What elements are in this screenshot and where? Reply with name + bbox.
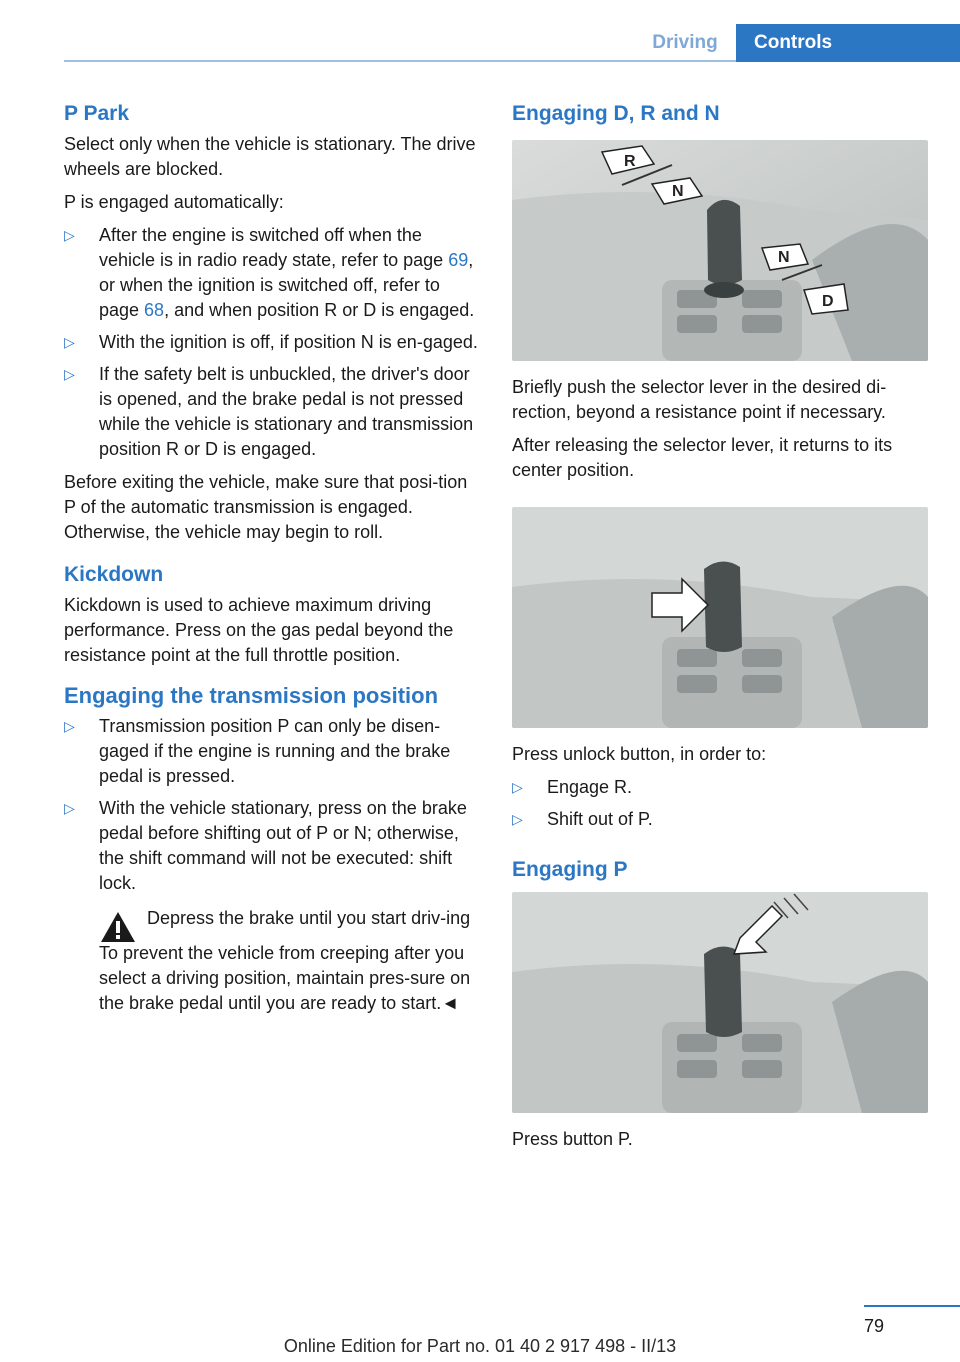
- label-r: R: [624, 153, 636, 170]
- warning-text: Depress the brake until you start driv-ing: [147, 908, 471, 928]
- bullet-triangle-icon: ▷: [64, 227, 75, 243]
- briefly-text: Briefly push the selector lever in the desired di-rection, beyond a resistance point if necessary.: [512, 377, 887, 422]
- label-n-upper: N: [672, 183, 684, 200]
- list-item: ▷ After the engine is switched off when the vehicle is in radio ready state, refer to page 69, or when the ignition is switched off, refer to page 68, and when position R or D is engaged.: [64, 225, 475, 320]
- shift-lever-directions-image: [512, 140, 928, 361]
- list-item: ▷ Transmission position P can only be disen-gaged if the engine is running and the brake pedal is pressed.: [64, 716, 451, 786]
- figure-press-p: [512, 892, 928, 1113]
- tab-driving[interactable]: Driving: [652, 32, 718, 53]
- unlock-button-image: [512, 507, 928, 728]
- dnr-heading: Engaging D, R and N: [512, 102, 720, 125]
- figure-shift-directions: [512, 140, 928, 361]
- page-link-69[interactable]: 69: [448, 250, 469, 270]
- engaging-p-heading: Engaging P: [512, 858, 628, 881]
- label-d: D: [822, 293, 834, 310]
- warning-note: [64, 906, 482, 931]
- engaging-heading: Engaging the transmission position: [64, 683, 439, 708]
- unlock-list: [512, 775, 928, 832]
- engaging-list: [64, 714, 482, 896]
- page-link-68[interactable]: 68: [144, 300, 165, 320]
- auto-list: [64, 223, 482, 462]
- label-n-lower: N: [778, 249, 790, 266]
- warning-icon: [99, 910, 137, 944]
- list-item: ▷ With the ignition is off, if position N is en-gaged.: [64, 330, 482, 355]
- figure-unlock-button: [512, 507, 928, 728]
- bullet-triangle-icon: ▷: [64, 718, 75, 734]
- bullet-triangle-icon: ▷: [64, 334, 75, 350]
- tab-controls[interactable]: Controls: [736, 24, 960, 62]
- p-park-heading: P Park: [64, 102, 129, 125]
- before-exit-text: Before exiting the vehicle, make sure that posi-tion P of the automatic transmission is engaged. Otherwise, the vehicle may begin to roll.: [64, 472, 468, 542]
- bullet-triangle-icon: ▷: [512, 779, 523, 795]
- footer-edition: Online Edition for Part no. 01 40 2 917 498 - II/13: [283, 1336, 677, 1356]
- press-p-button-image: [512, 892, 928, 1113]
- right-column: [512, 100, 928, 1160]
- list-item: ▷ Shift out of P.: [512, 807, 928, 832]
- bullet-triangle-icon: ▷: [64, 800, 75, 816]
- list-item: ▷ With the vehicle stationary, press on the brake pedal before shifting out of P or N; otherwise, the shift command will not be executed: shift lock.: [64, 798, 467, 893]
- unlock-text: Press unlock button, in order to:: [512, 744, 767, 764]
- footer-rule: [864, 1305, 960, 1307]
- page-number: 79: [864, 1316, 885, 1336]
- p-park-intro: Select only when the vehicle is stationary. The drive wheels are blocked.: [64, 134, 476, 179]
- list-item: ▷ If the safety belt is unbuckled, the driver's door is opened, and the brake pedal is not pressed while the vehicle is stationary and transmission position R or D is engaged.: [64, 364, 474, 459]
- list-item: ▷ Engage R.: [512, 775, 928, 800]
- bullet-triangle-icon: ▷: [64, 366, 75, 382]
- after-text: After releasing the selector lever, it returns to its center position.: [512, 435, 893, 480]
- kickdown-text: Kickdown is used to achieve maximum driving performance. Press on the gas pedal beyond the resistance point at the full throttle position.: [64, 595, 454, 665]
- p-auto-text: P is engaged automatically:: [64, 192, 284, 212]
- press-p-text: Press button P.: [512, 1129, 633, 1149]
- left-column: [64, 100, 482, 1024]
- kickdown-heading: Kickdown: [64, 563, 164, 586]
- bullet-triangle-icon: ▷: [512, 811, 523, 827]
- creep-text: To prevent the vehicle from creeping after you select a driving position, maintain pres-sure on the brake pedal until you are ready to start.◄: [99, 943, 471, 1013]
